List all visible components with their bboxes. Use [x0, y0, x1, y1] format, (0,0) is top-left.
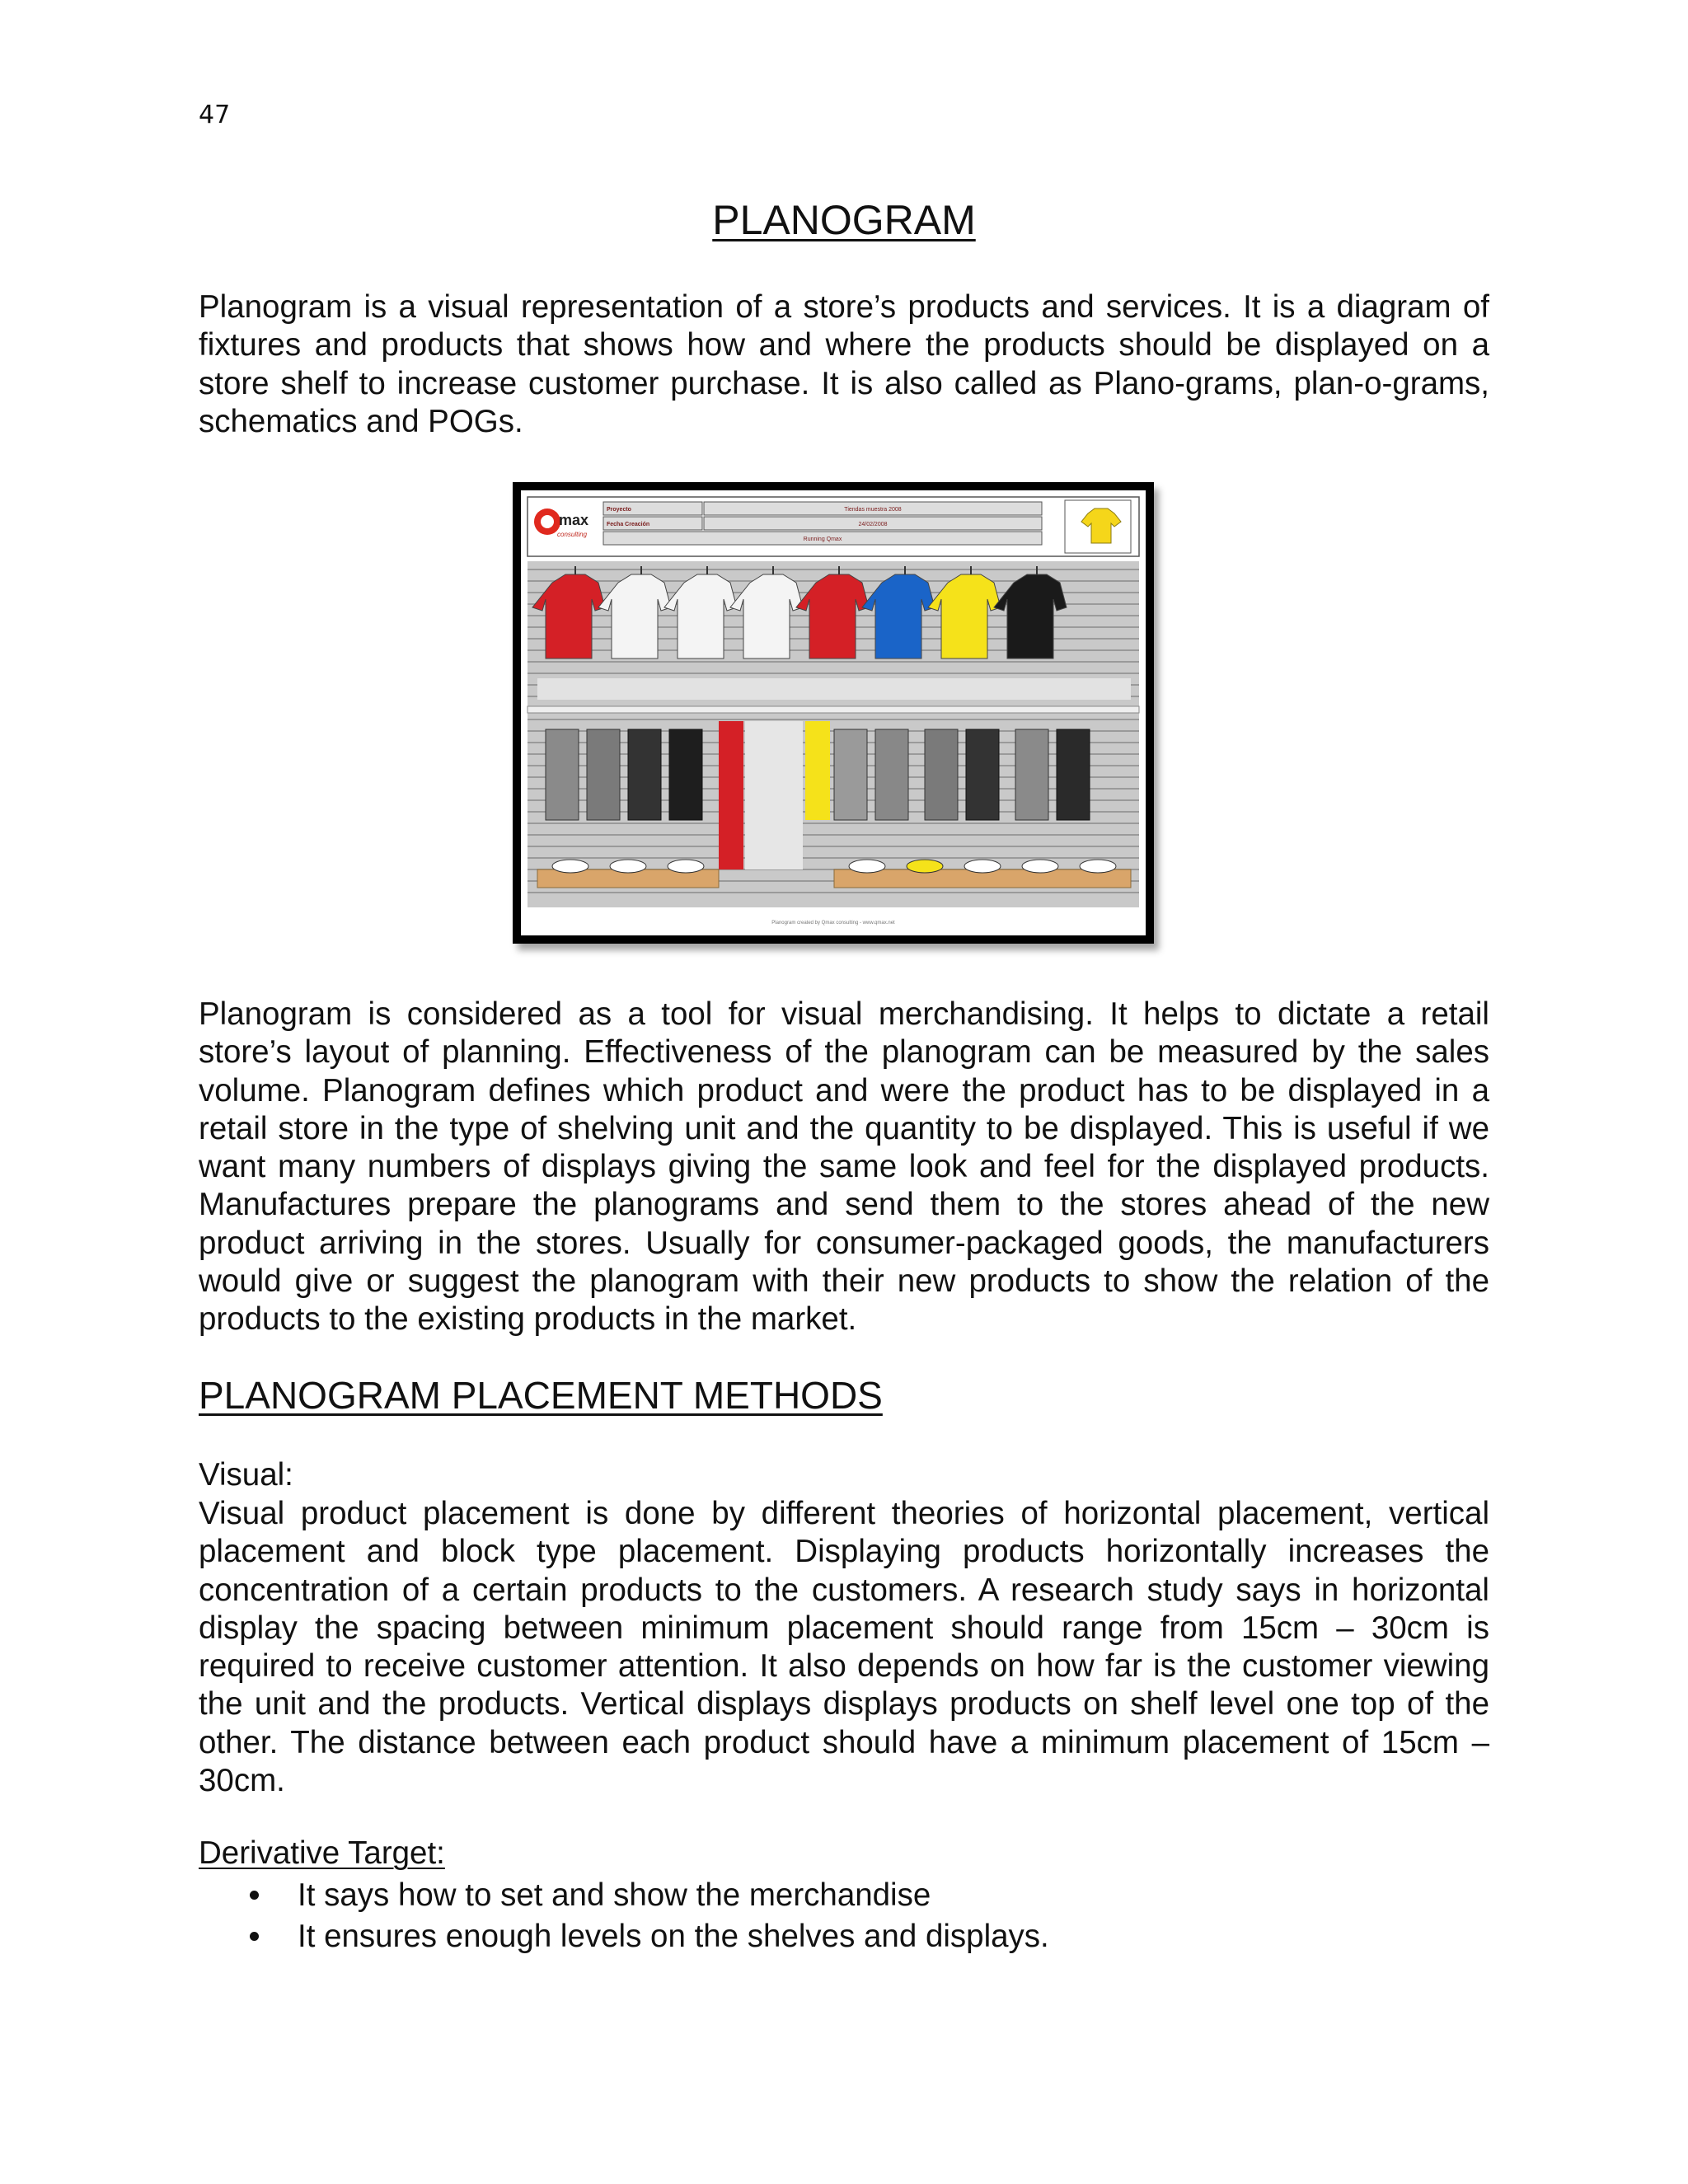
figure-footer: Planogram created by Qmax consulting - www.qmax.net — [771, 921, 895, 926]
page-number: 47 — [199, 101, 231, 129]
logo-subtext: consulting — [557, 531, 588, 538]
derivative-target-label: Derivative Target: — [199, 1835, 445, 1871]
planogram-image — [513, 482, 1154, 944]
list-item — [199, 1875, 1049, 1916]
bullet-list — [199, 1875, 1049, 1957]
header-label-2: Fecha Creación — [607, 522, 650, 527]
visual-label: Visual: — [199, 1457, 293, 1493]
intro-paragraph: Planogram is a visual representation of a store’s products and services. It is a diagram of fixtures and products that shows how and where the products should be displayed on a store shelf to increase customer purchase. It is also called as Plano-grams, plan-o-grams, schematics and POGs. — [199, 289, 1489, 439]
bullet-icon — [250, 1891, 259, 1900]
section-heading: PLANOGRAM PLACEMENT METHODS — [199, 1374, 883, 1417]
thumbnail-shirt — [1065, 500, 1131, 553]
header-value-2: 24/02/2008 — [858, 522, 888, 527]
bullet-icon — [250, 1932, 259, 1941]
logo-text: max — [559, 512, 589, 528]
header-table — [603, 502, 1042, 545]
bullet-text: It ensures enough levels on the shelves and displays. — [298, 1919, 1049, 1954]
planogram-drawing — [521, 490, 1146, 935]
bullet-text: It says how to set and show the merchandise — [298, 1877, 931, 1913]
header-value-3: Running Qmax — [803, 537, 842, 542]
body-paragraph: Planogram is considered as a tool for visual merchandising. It helps to dictate a retail store’s layout of planning. Effectiveness of the planogram can be measured by the sales volume. Planogram defines which product and were the product has to be displayed in a retail store in the type of shelving unit and the quantity to be displayed. This is useful if we want many numbers of displays giving the same look and feel for the displayed products. Manufactures prepare the planograms and send them to the stores ahead of the new product arriving in the stores. Usually for consumer-packaged goods, the manufacturers would give or suggest the planogram with their new products to show the relation of the products to the existing products in the market. — [199, 996, 1489, 1338]
qmax-logo — [534, 509, 588, 538]
visual-paragraph: Visual product placement is done by different theories of horizontal placement, vertical placement and block type placement. Displaying products horizontally increases the concentration of a certain products to the customers. A research study says in horizontal display the spacing between minimum placement should range from 15cm – 30cm is required to receive customer attention. It also depends on how far is the customer viewing the unit and the products. Vertical displays displays products on shelf level one top of the other. The distance between each product should have a minimum placement of 15cm – 30cm. — [199, 1496, 1489, 1799]
header-label-1: Proyecto — [607, 507, 631, 513]
page-title: PLANOGRAM — [712, 197, 976, 243]
shirt-row — [528, 566, 1139, 713]
header-value-1: Tiendas muestra 2008 — [844, 507, 902, 513]
list-item — [199, 1916, 1049, 1957]
